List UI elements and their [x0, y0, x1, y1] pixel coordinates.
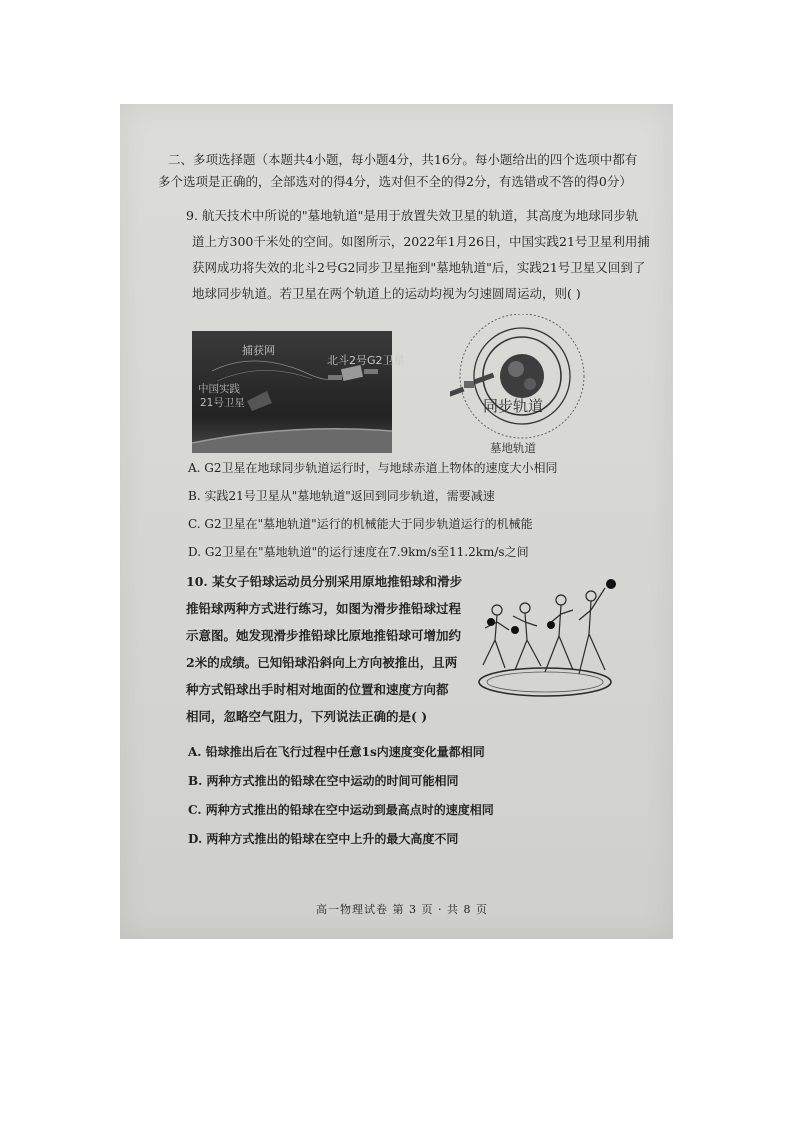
q10-stem-line-5: 种方式铅球出手时相对地面的位置和速度方向都 — [186, 682, 449, 697]
q10-stem-line-1: 10. 某女子铅球运动员分别采用原地推铅球和滑步 — [186, 574, 463, 589]
q9-stem-line-4: 地球同步轨道。若卫星在两个轨道上的运动均视为匀速圆周运动，则( ) — [192, 286, 581, 301]
section-heading-line-2: 多个选项是正确的，全部选对的得4分，选对但不全的得2分，有选错或不答的得0分） — [158, 174, 632, 189]
q10-stem-line-2: 推铅球两种方式进行练习，如图为滑步推铅球过程 — [186, 601, 462, 616]
label-sj21-line-2: 21号卫星 — [200, 397, 245, 409]
label-sj21-line-1: 中国实践 — [198, 383, 240, 395]
q9-stem-line-1: 9. 航天技术中所说的"墓地轨道"是用于放置失效卫星的轨道，其高度为地球同步轨 — [186, 208, 639, 223]
q10-option-b: B. 两种方式推出的铅球在空中运动的时间可能相同 — [188, 774, 459, 788]
q9-option-d: D. G2卫星在"墓地轨道"的运行速度在7.9km/s至11.2km/s之间 — [188, 545, 529, 559]
page-footer: 高一物理试卷 第 3 页 · 共 8 页 — [316, 903, 488, 916]
section-heading-line-1: 二、多项选择题（本题共4小题，每小题4分，共16分。每小题给出的四个选项中都有 — [168, 152, 638, 167]
q9-stem-line-2: 道上方300千米处的空间。如图所示，2022年1月26日，中国实践21号卫星利用捕 — [192, 234, 650, 249]
exam-page — [120, 104, 673, 939]
label-graveyard-orbit: 墓地轨道 — [490, 441, 536, 455]
q10-stem-line-6: 相同，忽略空气阻力，下列说法正确的是( ) — [186, 709, 428, 724]
q10-stem-line-3: 示意图。她发现滑步推铅球比原地推铅球可增加约 — [186, 628, 462, 643]
q9-option-c: C. G2卫星在"墓地轨道"运行的机械能大于同步轨道运行的机械能 — [188, 517, 533, 531]
orbit-diagram — [450, 314, 590, 464]
shot-put-sequence-figure — [475, 570, 627, 700]
label-sync-orbit: 同步轨道 — [483, 397, 544, 415]
satellite-capture-photo — [192, 331, 405, 453]
q9-option-b: B. 实践21号卫星从"墓地轨道"返回到同步轨道，需要减速 — [188, 489, 495, 503]
q10-stem-line-4: 2米的成绩。已知铅球沿斜向上方向被推出，且两 — [186, 655, 458, 670]
q9-option-a: A. G2卫星在地球同步轨道运行时，与地球赤道上物体的速度大小相同 — [188, 461, 558, 475]
label-capture-net: 捕获网 — [242, 344, 275, 357]
q9-stem-line-3: 获网成功将失效的北斗2号G2同步卫星拖到"墓地轨道"后，实践21号卫星又回到了 — [192, 260, 646, 275]
q10-option-d: D. 两种方式推出的铅球在空中上升的最大高度不同 — [188, 832, 459, 846]
q10-option-c: C. 两种方式推出的铅球在空中运动到最高点时的速度相同 — [188, 803, 494, 817]
q10-option-a: A. 铅球推出后在飞行过程中任意1s内速度变化量都相同 — [188, 745, 485, 759]
label-beidou-g2: 北斗2号G2卫星 — [327, 354, 405, 367]
